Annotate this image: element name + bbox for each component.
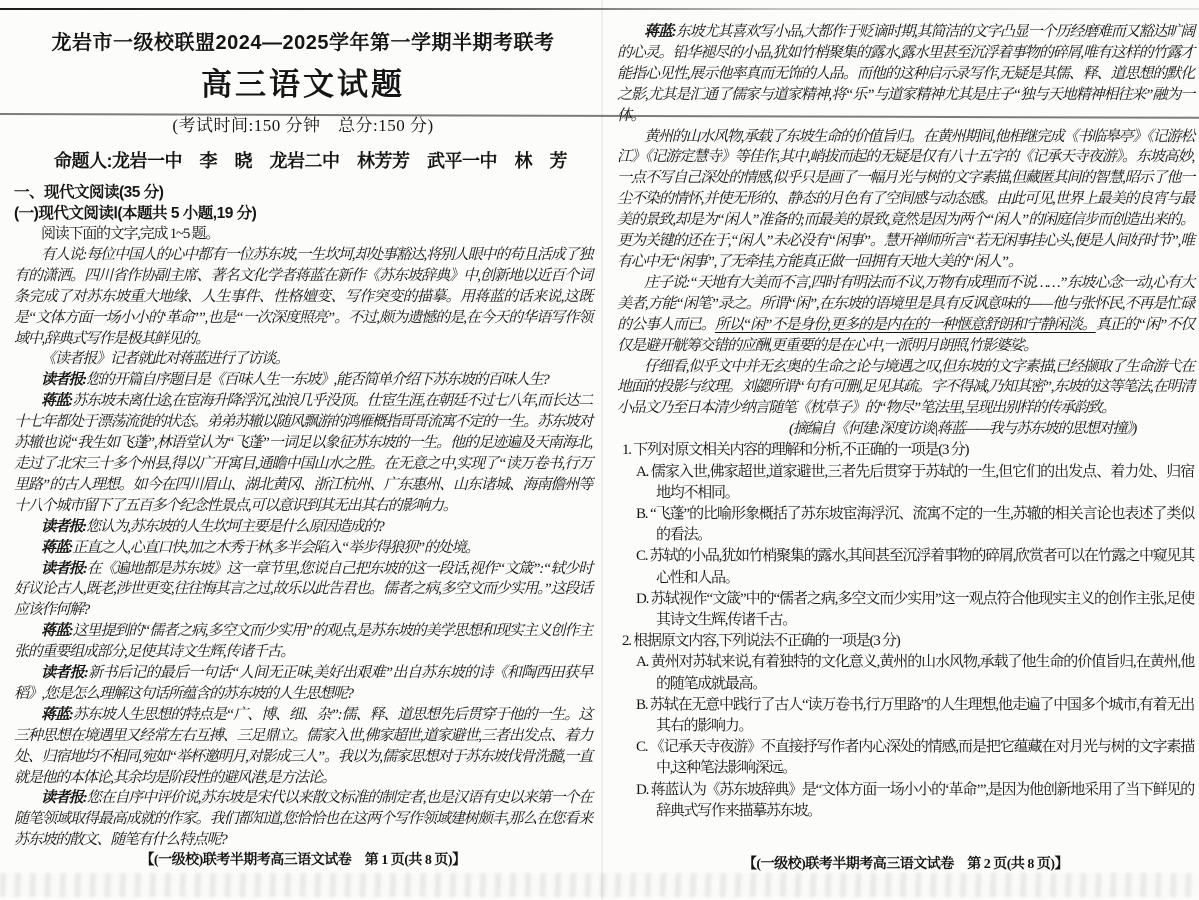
interview-answer (617, 22, 1194, 127)
option-text: 苏轼视作“文箴”中的“儒者之病,多空文而少实用”这一观点符合他现实主义的创作主张,足使其诗文生辉,传诸千古。 (650, 590, 1194, 629)
passage-paragraph (617, 127, 1194, 273)
option-label: A. (636, 463, 649, 480)
interview-question (14, 663, 592, 705)
option-label: A. (636, 654, 649, 671)
interview-answer (14, 621, 592, 663)
questions-block (617, 440, 1194, 822)
question-1-stem: 1. 下列对原文相关内容的理解和分析,不正确的一项是(3 分) (622, 442, 969, 459)
option-text: 黄州对苏轼来说,有着独特的文化意义,黄州的山水风物,承载了他生命的价值旨归,在黄州,他的随笔成就最高。 (650, 654, 1194, 692)
paragraph-text: 真正的“闲”不仅仅是避开觥筹交错的应酬,更重要的是在心中,一派明月朗照,竹影婆娑。 (617, 316, 1194, 354)
paragraph-text: 苏东坡人生思想的特点是“广、博、细、杂”:儒、释、道思想先后贯穿于他的一生。这三种思想在境遇里又经常左右互搏、三足鼎立。儒家入世,佛家超世,道家避世,三者出发点、着力处、归宿地均不相同,宛如“举杯邀明月,对影成三人”。我以为,儒家思想对于苏东坡伐骨洗髓,一直就是他的本体论,其余均是阶段性的避风港,是方法论。 (14, 706, 592, 786)
attribution-line: (摘编自《何建:深度访谈|蒋蓝——我与苏东坡的思想对撞》) (788, 421, 1136, 438)
passage-paragraph (617, 273, 1194, 357)
speaker-label: 蒋蓝: (41, 393, 73, 410)
interview-answer (14, 391, 592, 516)
paragraph-text: 东坡尤其喜欢写小品,大都作于贬谪时期,其简洁的文字凸显一个历经磨难而又豁达旷阔的心灵。铅华褪尽的小品,犹如竹梢聚集的露水,露水里甚至沉浮着事物的碎屑,唯有这样的竹露才能指心见性,展示他率真而无饰的人品。而他的这种启示录写作,无疑是其儒、释、道思想的默化之影,尤其是汇通了儒家与道家精神,将“乐”与道家精神尤其是庄子“独与天地精神相往来”融为一体。 (617, 24, 1194, 124)
interview-question (14, 559, 592, 622)
question-option (617, 695, 1194, 737)
speaker-label: 蒋蓝: (644, 24, 676, 40)
paragraph-text: 在《遍地都是苏东坡》这一章节里,您说自己把东坡的这一段话,视作“文箴”:“轼少时好议论古人,既老,涉世更变,往往悔其言之过,故乐以此告君也。儒者之病,多空文而少实用。”这段话应该作何解? (14, 560, 592, 619)
interview-question (14, 517, 592, 538)
question-option (617, 652, 1194, 694)
paragraph-text: 仔细看,似乎文中并无玄奥的生命之论与境遇之叹,但东坡的文字素描,已经撷取了生命游弋在地面的投影与纹理。刘勰所谓“句有可删,足见其疏。字不得减,乃知其密”,东坡的这等笔法,在明清小品文乃至日本清少纳言随笔《枕草子》的“物尽”笔法里,呈现出别样的传承韵致。 (617, 358, 1194, 417)
option-label: B. (636, 696, 648, 713)
exam-info: (考试时间:150 分钟 总分:150 分) (172, 116, 434, 135)
page-divider (601, 0, 603, 900)
paragraph-text: 新书后记的最后一句话“人间无正味,美好出艰难”出自苏东坡的诗《和陶西田获早稻》,您是怎么理解这句话所蕴含的苏东坡的人生思想呢? (14, 665, 592, 702)
option-label: C. (636, 548, 648, 565)
paragraph-text: 黄州的山水风物,承载了东坡生命的价值旨归。在黄州期间,他相继完成《书临皋亭》《记游松江》《记游定慧寺》等佳作,其中,峭拔而起的无疑是仅有八十五字的《记承天寺夜游》。东坡高妙,一点不写自己深处的情感,似乎只是画了一幅月光与树的文字素描,但藏匿其间的智慧,昭示了他一尘不染的情怀,并使无形的、静态的月色有了空间感与动态感。由此可见,世界上最美的良宵与最美的景致,却是为“闲人”准备的;而最美的景致,竟然是因为两个“闲人”的闲庭信步而创造出来的。更为关键的还在于,“闲人”未必没有“闲事”。慧开禅师所言“若无闲事挂心头,便是人间好时节”,唯有心中无“闲事”,了无牵挂,方能真正做一回拥有天地大美的“闲人”。 (617, 128, 1194, 270)
paragraph-text: 这里提到的“儒者之病,多空文而少实用”的观点,是苏东坡的美学思想和现实主义创作主张的重要组成部分,足使其诗文生辉,传诸千古。 (14, 623, 592, 661)
question-option (617, 589, 1194, 631)
speaker-label: 读者报: (41, 665, 88, 682)
question-option (617, 504, 1194, 546)
speaker-label: 读者报: (41, 560, 87, 577)
page-2-footer: 【(一级校)联考半期考高三语文试卷 第 2 页(共 8 页)】 (742, 857, 1069, 872)
reading-passage-page1 (14, 224, 592, 851)
paragraph-text: 《读者报》记者就此对蒋蓝进行了访谈。 (41, 351, 289, 368)
paragraph-text: 庄子说:“天地有大美而不言,四时有明法而不议,万物有成理而不说……”东坡心念一动,心有大美者,方能“闲笔”录之。所谓“闲”,在东坡的语境里是具有反讽意味的——他与张怀民,不再是忙碌的公事人而已。 (617, 274, 1194, 333)
speaker-label: 读者报: (41, 518, 86, 535)
paragraph-text: 您认为,苏东坡的人生坎坷主要是什么原因造成的? (86, 518, 384, 535)
question-option (617, 462, 1194, 504)
paragraph-text: 正直之人,心直口快,加之木秀于林,多半会陷入“举步得狼狈”的处境。 (72, 539, 479, 556)
interview-question (14, 370, 592, 391)
passage-paragraph (617, 357, 1194, 420)
paragraph-text: 您在自序中评价说,苏东坡是宋代以来散文标准的制定者,也是汉语有史以来第一个在随笔领域取得最高成就的作家。我们都知道,您恰恰也在这两个写作领域建树颇丰,那么在您看来苏东坡的散文、随笔有什么特点呢? (14, 790, 592, 849)
speaker-label: 蒋蓝: (41, 623, 73, 640)
page-1 (14, 0, 592, 900)
speaker-label: 读者报: (41, 790, 87, 807)
option-text: 苏轼的小品,犹如竹梢聚集的露水,其间甚至沉浮着事物的碎屑,欣赏者可以在竹露之中窥见其心性和人品。 (649, 548, 1194, 586)
page-2 (617, 0, 1194, 900)
passage-paragraph (14, 349, 592, 370)
speaker-label: 蒋蓝: (41, 706, 73, 723)
option-text: 蒋蓝认为《苏东坡辞典》是“文体方面一场小小的‘革命’”,是因为他创新地采用了当下鲜见的辞典式写作来描摹苏东坡。 (650, 781, 1195, 819)
paragraph-text: 有人说:每位中国人的心中都有一位苏东坡,一生坎坷,却处事豁达,将别人眼中的苟且活成了独有的潇洒。四川省作协副主席、著名文化学者蒋蓝在新作《苏东坡辞典》中,创新地以近百个词条完成了对苏东坡重大地缘、人生事件、性格嬗变、写作突变的描摹。用蒋蓝的话来说,这既是“文体方面一场小小的‘革命’”,也是“一次深度照亮”。不过,颇为遗憾的是,在今天的华语写作领域中,辞典式写作是极其鲜见的。 (14, 246, 592, 347)
option-label: D. (636, 590, 649, 607)
question-option (617, 737, 1194, 779)
paragraph-text: 苏东坡未离仕途,在宦海升降浮沉,浊浪几乎没顶。仕宦生涯,在朝廷不过七八年,而长达二十七年都处于漂荡流徙的状态。弟弟苏辙以随风飘游的鸿雁概指哥哥流寓不定的一生。苏东坡对苏辙也说“我生如飞蓬”,林语堂认为“飞蓬”一词足以象征苏东坡的一生。他的足迹遍及天南海北,走过了北宋三十多个州县,得以广开寓目,通瞻中国山水之胜。在无意之中,实现了“读万卷书,行万里路”的古人理想。如今在四川眉山、湖北黄冈、浙江杭州、广东惠州、山东诸城、海南儋州等十八个城市留下了五百多个纪念性景点,可以意识到其无出其右的影响力。 (14, 393, 592, 514)
question-2-stem: 2. 根据原文内容,下列说法不正确的一项是(3 分) (622, 633, 900, 650)
option-label: C. (636, 739, 648, 756)
speaker-label: 蒋蓝: (41, 539, 73, 556)
interview-answer (14, 538, 592, 559)
exam-league-title: 龙岩市一级校联盟2024—2025学年第一学期半期考联考 (51, 32, 555, 54)
page-1-footer: 【(一级校)联考半期考高三语文试卷 第 1 页(共 8 页)】 (140, 853, 466, 868)
option-label: D. (636, 781, 649, 798)
section-heading: 一、现代文阅读(35 分) (14, 184, 164, 201)
speaker-label: 读者报: (41, 372, 86, 389)
option-text: “飞蓬”的比喻形象概括了苏东坡宦海浮沉、流寓不定的一生,苏辙的相关言论也表述了类似的看法。 (649, 506, 1195, 544)
option-label: B. (636, 506, 648, 523)
interview-question (14, 788, 592, 851)
passage-paragraph (14, 245, 592, 350)
paper-title: 高三语文试题 (201, 67, 405, 102)
underlined-sentence: 所以“闲”不是身份,更多的是内在的一种惬意舒朗和宁静闲淡。 (714, 316, 1096, 333)
question-option (617, 546, 1194, 588)
paragraph-text: 您的开篇自序题目是《百味人生一东坡》,能否简单介绍下苏东坡的百味人生? (86, 372, 549, 389)
subsection-heading: (一)现代文阅读Ⅰ(本题共 5 小题,19 分) (14, 205, 257, 222)
reading-instruction: 阅读下面的文字,完成 1~5 题。 (41, 226, 220, 242)
option-text: 儒家入世,佛家超世,道家避世,三者先后贯穿于苏轼的一生,但它们的出发点、着力处、归宿地均不相同。 (650, 463, 1194, 501)
interview-answer (14, 705, 592, 789)
option-text: 《记承天寺夜游》不直接抒写作者内心深处的情感,而是把它蕴藏在对月光与树的文字素描中,这种笔法影响深远。 (649, 739, 1194, 777)
reading-passage-page2 (617, 22, 1194, 440)
question-option (617, 780, 1194, 822)
option-text: 苏轼在无意中践行了古人“读万卷书,行万里路”的人生理想,他走遍了中国多个城市,有着无出其右的影响力。 (649, 696, 1195, 735)
question-setters: 命题人:龙岩一中 李 晓 龙岩二中 林芳芳 武平一中 林 芳 (54, 151, 567, 171)
